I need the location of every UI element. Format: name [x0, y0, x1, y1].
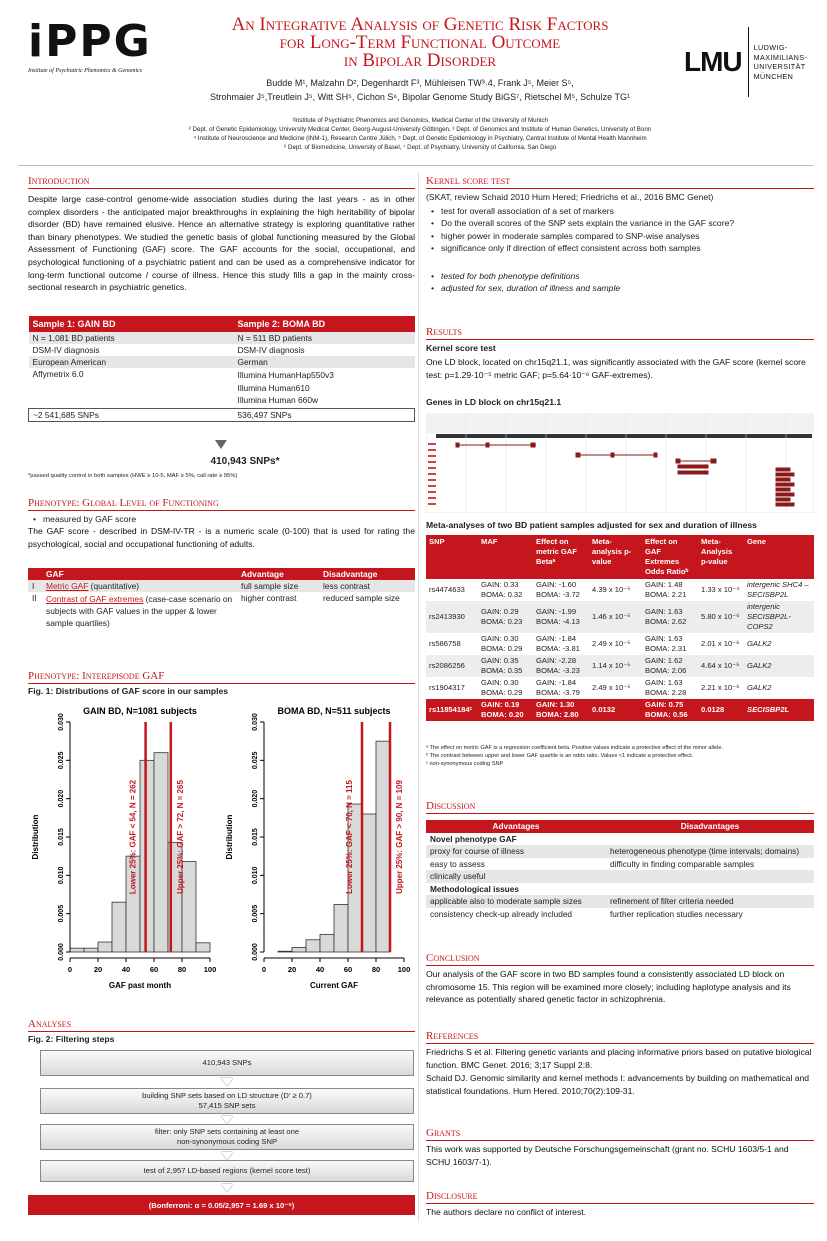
authors-line-2: Strohmaier J⁵,Treutlein J⁵, Witt SH⁵, Cichon S⁶, Bipolar Genome Study BiGS⁷, Rietschel M⁵, Schulze TG¹ — [209, 92, 631, 102]
ippg-logo-text: iPPG — [28, 16, 152, 67]
histogram-bar — [154, 753, 168, 952]
flow-arrow-icon — [221, 1184, 233, 1192]
lmu-logo — [684, 22, 808, 102]
meta-cell-beta-line: BOMA: -4.13 — [536, 617, 580, 626]
flow-arrow-icon — [221, 1078, 233, 1086]
meta-cell-or-line: GAIN: 1.63 — [645, 607, 683, 616]
meta-cell-beta-line: GAIN: -2.28 — [536, 656, 577, 665]
meta-cell-p1: 0.0132 — [592, 705, 616, 714]
title-line-3: in Bipolar Disorder — [343, 50, 497, 71]
quartile-annotation: Upper 25%: GAF > 72, N = 265 — [175, 780, 185, 894]
meta-cell-maf-line: BOMA: 0.29 — [481, 644, 523, 653]
histogram-bar — [112, 902, 126, 952]
y-tick-label: 0.030 — [58, 713, 65, 731]
meta-head-p2: Meta-Analysis p-value — [698, 535, 744, 579]
meta-cell-or-line: BOMA: 0.56 — [645, 710, 688, 719]
gaf-row-desc: (case-case scenario on subjects with GAF values in the upper & lower sample quartiles) — [46, 594, 233, 628]
bullet-item: • significance only if direction of effect consistent across both samples — [441, 242, 814, 254]
samples-footnote: *passed quality control in both samples (HWE ≥ 10-5, MAF ≥ 5%, call rate ≥ 95%) — [28, 473, 238, 479]
meta-note: ᶜ non-synonymous coding SNP — [426, 761, 504, 767]
gaf-head-adv: Advantage — [241, 569, 284, 579]
results-subtitle: Kernel score test — [426, 343, 496, 353]
meta-cell-gene: GALK2 — [747, 639, 772, 648]
quartile-annotation: Lower 25%: GAF < 70, N = 115 — [345, 780, 354, 894]
x-tick-label: 80 — [371, 965, 381, 974]
y-tick-label: 0.000 — [252, 943, 259, 961]
meta-cell-or-line: GAIN: 1.48 — [645, 580, 683, 589]
meta-cell-beta — [533, 699, 589, 721]
discussion-title: Discussion — [426, 800, 814, 814]
meta-cell-beta-line: BOMA: 2.80 — [536, 710, 579, 719]
affiliation-1: ¹Institute of Psychiatric Phenomics and Genomics, Medical Center of the University of Munich — [292, 117, 548, 124]
histogram-bar — [376, 741, 390, 952]
meta-cell-maf — [478, 699, 533, 721]
y-tick-label: 0.010 — [252, 866, 259, 885]
meta-cell-beta-line: GAIN: -1.99 — [536, 607, 577, 616]
meta-cell-maf-line: GAIN: 0.29 — [481, 607, 519, 616]
samples-cell: N = 1,081 BD patients — [32, 333, 115, 343]
meta-cell-maf — [478, 655, 533, 677]
x-tick-label: 0 — [261, 965, 267, 974]
y-tick-label: 0.015 — [58, 828, 65, 846]
grants-title: Grants — [426, 1127, 814, 1141]
kernel-bullets — [428, 205, 814, 255]
meta-cell-p2: 4.64 x 10⁻⁶ — [701, 661, 740, 670]
bullet-item: • measured by GAF score — [43, 513, 415, 525]
x-tick-label: 20 — [287, 965, 297, 974]
fig1-caption: Fig. 1: Distributions of GAF score in our samples — [28, 686, 229, 696]
affiliation-4: ⁶ Dept. of Biomedicine, University of Basel, ⁷ Dept. of Psychiatry, University of California, San Diego — [283, 144, 557, 151]
histogram-bar — [70, 948, 84, 952]
histogram-bar — [362, 814, 376, 952]
disc-head-dis: Disadvantages — [680, 821, 740, 831]
disc-group-2: Methodological issues — [430, 883, 519, 894]
poster-title — [170, 16, 670, 70]
flow-arrow-icon — [221, 1116, 233, 1124]
gaf-row-num: II — [32, 593, 37, 603]
analyses-title: Analyses — [28, 1018, 415, 1032]
meta-cell-p1: 4.39 x 10⁻⁵ — [592, 585, 631, 594]
kernel-title: Kernel score test — [426, 175, 814, 189]
x-tick-label: 0 — [67, 965, 73, 974]
meta-cell-beta-line: GAIN: -1.60 — [536, 580, 577, 589]
meta-cell-or-line: BOMA: 2.06 — [645, 666, 687, 675]
disc-dis: heterogeneous phenotype (time intervals; domains) — [610, 846, 800, 856]
meta-table — [426, 535, 814, 721]
quartile-annotation: Upper 25%: GAF > 90, N = 109 — [395, 780, 404, 894]
bullet-item: • Do the overall scores of the SNP sets explain the variance in the GAF score? — [441, 217, 814, 229]
references-title: References — [426, 1030, 814, 1044]
samples-cell: ~2 541,685 SNPs — [33, 409, 99, 420]
histogram-bar — [98, 942, 112, 952]
meta-note: ᵇ The contrast between upper and lower GAF quartile is an odds ratio. Values <1 indicate a protective effect. — [426, 753, 694, 759]
meta-cell-or-line: BOMA: 2.21 — [645, 590, 687, 599]
flow-arrow-icon — [221, 1152, 233, 1160]
lmu-line-2: MAXIMILIANS- — [753, 52, 808, 62]
y-axis-label: Distribution — [225, 814, 234, 860]
chart-title: GAIN BD, N=1081 subjects — [83, 706, 197, 716]
meta-notes — [426, 744, 814, 768]
meta-cell-beta — [533, 677, 589, 699]
gaf-head-gaf: GAF — [46, 569, 64, 579]
meta-cell-maf — [478, 601, 533, 633]
reference-2: Schaid DJ. Genomic similarity and kernel methods I: advancements by building on mathematical and statistical foundations. Hum Hered. 2010;70(2):109-31. — [426, 1073, 810, 1096]
meta-cell-maf-line: GAIN: 0.35 — [481, 656, 519, 665]
gaf-row-name — [42, 592, 237, 630]
meta-cell-gene: SECISBP2L — [747, 705, 790, 714]
disc-group-1: Novel phenotype GAF — [430, 833, 517, 844]
y-tick-label: 0.030 — [252, 713, 259, 731]
meta-cell-snp: rs586758 — [429, 639, 461, 648]
meta-cell-snp: rs2413930 — [429, 612, 465, 621]
meta-cell-or-line: BOMA: 2.62 — [645, 617, 687, 626]
meta-cell-maf-line: GAIN: 0.33 — [481, 580, 519, 589]
samples-head-1: Sample 1: GAIN BD — [32, 319, 116, 329]
meta-cell-maf-line: GAIN: 0.30 — [481, 678, 519, 687]
meta-cell-maf-line: BOMA: 0.29 — [481, 688, 523, 697]
meta-cell-gene: intergenic SHC4 – SECISBP2L — [747, 580, 809, 599]
meta-row — [426, 633, 814, 655]
x-tick-label: 60 — [149, 965, 159, 974]
disc-dis — [606, 870, 814, 883]
intro-title: Introduction — [28, 175, 415, 189]
genes-caption: Genes in LD block on chr15q21.1 — [426, 397, 562, 407]
meta-note: ᵃ The effect on metric GAF is a regression coefficient beta. Positive values indicate a protective effect of the minor allele. — [426, 745, 724, 751]
meta-cell-maf-line: BOMA: 0.35 — [481, 666, 523, 675]
snp-arrow-icon — [215, 440, 227, 449]
y-tick-label: 0.005 — [58, 904, 65, 923]
meta-cell-or — [642, 601, 698, 633]
y-tick-label: 0.010 — [58, 866, 65, 885]
fig2-caption: Fig. 2: Filtering steps — [28, 1034, 115, 1044]
intro-text: Despite large case-control genome-wide association studies during the last years - as in other complex disorders - the anticipated major breakthroughs in explaining the high heritability of bipolar disorder (BD) have remained elusive. Hence an alternative strategy is exploring quantitative rather than binary phenotypes. We studied the genetic basis of global functioning measured by the Global Assessment of Functioning (GAF) score. The GAF accounts for the social, occupational, and psychological functioning of a psychiatric patient and can be used as a comprehensive indicator for long-term functional outcome / course of illness. Hence this study fills a gap in the mainly cross-sectional research in psychiatric genetics. — [28, 194, 415, 293]
meta-cell-maf-line: GAIN: 0.19 — [481, 700, 520, 709]
results-title: Results — [426, 326, 814, 340]
meta-cell-p2: 5.80 x 10⁻⁶ — [701, 612, 740, 621]
snp-total: 410,943 SNPs* — [210, 456, 280, 467]
disc-dis: further replication studies necessary — [610, 908, 743, 919]
authors — [150, 76, 690, 104]
meta-cell-or-line: BOMA: 2.28 — [645, 688, 687, 697]
header-divider — [18, 165, 813, 166]
gaf-row-desc: (quantitative) — [88, 581, 140, 591]
disc-adv: clinically useful — [430, 871, 486, 881]
title-line-1: An Integrative Analysis of Genetic Risk Factors — [231, 14, 609, 35]
x-tick-label: 20 — [93, 965, 103, 974]
histogram-bar — [84, 948, 98, 952]
pheno-global-title: Phenotype: Global Level of Functioning — [28, 497, 415, 511]
y-tick-label: 0.015 — [252, 828, 259, 846]
histogram-bar — [320, 934, 334, 952]
meta-cell-p1: 1.14 x 10⁻⁵ — [592, 661, 631, 670]
kernel-ref: (SKAT, review Schaid 2010 Hum Hered; Friedrichs et al., 2016 BMC Genet) — [426, 192, 714, 202]
authors-line-1: Budde M¹, Malzahn D², Degenhardt F³, Mühleisen TW³˒4, Frank J⁵, Meier S⁵, — [266, 78, 574, 88]
disc-adv: easy to assess — [430, 858, 485, 869]
meta-cell-or-line: GAIN: 1.62 — [645, 656, 683, 665]
meta-cell-snp: rs1904317 — [429, 683, 465, 692]
lmu-logo-lines — [754, 43, 808, 81]
grants-text: This work was supported by Deutsche Forschungsgemeinschaft (grant no. SCHU 1603/5-1 and SCHU 1603/7-1). — [426, 1144, 789, 1167]
y-tick-label: 0.020 — [252, 789, 259, 808]
meta-row — [426, 699, 814, 721]
x-tick-label: 80 — [177, 965, 187, 974]
y-tick-label: 0.005 — [252, 904, 259, 923]
meta-head-beta: Effect on metric GAF Betaᵃ — [533, 535, 589, 579]
flow-step-3 — [40, 1124, 414, 1150]
meta-cell-beta-line: BOMA: -3.72 — [536, 590, 580, 599]
meta-cell-maf — [478, 677, 533, 699]
disc-adv: proxy for course of illness — [430, 846, 525, 856]
meta-cell-beta-line: BOMA: -3.79 — [536, 688, 580, 697]
meta-head-p1: Meta-analysis p-value — [589, 535, 642, 579]
bullet-item: • higher power in moderate samples compared to SNP-wise analyses — [441, 230, 814, 242]
affiliations — [140, 116, 700, 152]
meta-cell-snp: rs4474633 — [429, 585, 465, 594]
gaf-row-name-label: Contrast of GAF extremes — [46, 594, 144, 604]
bullet-item: • tested for both phenotype definitions — [441, 270, 814, 282]
results-text: One LD block, located on chr15q21.1, was significantly associated with the GAF score (kernel score test: p=1.29·10⁻⁵ metric GAF; p=5.64·10⁻⁶ GAF-extremes). — [426, 357, 806, 380]
samples-cell: European American — [32, 357, 107, 367]
samples-table — [28, 316, 415, 422]
column-divider — [418, 172, 419, 1222]
meta-cell-p2: 2.01 x 10⁻⁶ — [701, 639, 740, 648]
bullet-item: • adjusted for sex, duration of illness and sample — [441, 282, 814, 294]
meta-cell-gene: GALK2 — [747, 683, 772, 692]
meta-cell-or-line: GAIN: 0.75 — [645, 700, 684, 709]
y-tick-label: 0.000 — [58, 943, 65, 961]
samples-cell: DSM-IV diagnosis — [32, 345, 100, 355]
gaf-table — [28, 568, 415, 630]
meta-cell-or — [642, 579, 698, 601]
histogram-bar — [292, 947, 306, 952]
disc-adv: consistency check-up already included — [430, 908, 573, 919]
pheno-global-bullets — [30, 513, 415, 525]
meta-cell-or — [642, 655, 698, 677]
meta-caption: Meta-analyses of two BD patient samples adjusted for sex and duration of illness — [426, 520, 757, 530]
meta-head-gene: Gene — [744, 535, 814, 579]
y-tick-label: 0.025 — [58, 751, 65, 770]
chart-title: BOMA BD, N=511 subjects — [277, 706, 391, 716]
meta-cell-snp: rs2086256 — [429, 661, 465, 670]
samples-cell: German — [237, 357, 268, 367]
flow-step-3-text: filter: only SNP sets containing at least one non-synonymous coding SNP — [154, 1127, 300, 1146]
meta-cell-p1: 1.46 x 10⁻⁵ — [592, 612, 631, 621]
ippg-logo — [28, 16, 152, 98]
flow-step-2-text: building SNP sets based on LD structure (D' ≥ 0.7) 57,415 SNP sets — [142, 1091, 312, 1110]
lmu-line-3: UNIVERSITÄT — [753, 62, 806, 71]
meta-cell-beta-line: GAIN: 1.30 — [536, 700, 575, 709]
disc-dis: difficulty in finding comparable samples — [610, 858, 755, 869]
boma-histogram — [222, 700, 422, 1000]
meta-cell-or — [642, 677, 698, 699]
meta-head-maf: MAF — [478, 535, 533, 579]
meta-row — [426, 601, 814, 633]
meta-cell-p1: 2.49 x 10⁻⁵ — [592, 683, 631, 692]
meta-cell-beta-line: GAIN: -1.84 — [536, 634, 577, 643]
meta-cell-gene: intergenic SECISBP2L-COPS2 — [747, 602, 791, 631]
meta-cell-or-line: GAIN: 1.63 — [645, 634, 683, 643]
meta-cell-maf-line: GAIN: 0.30 — [481, 634, 519, 643]
gaf-head-dis: Disadvantage — [323, 569, 378, 579]
histogram-bar — [306, 940, 320, 952]
lmu-line-1: LUDWIG- — [753, 43, 788, 52]
histogram-bar — [278, 951, 292, 952]
disc-adv: applicable also to moderate sample sizes — [430, 896, 582, 906]
disclosure-title: Disclosure — [426, 1190, 814, 1204]
meta-cell-or — [642, 633, 698, 655]
x-tick-label: 60 — [343, 965, 353, 974]
samples-cell: DSM-IV diagnosis — [237, 345, 305, 355]
meta-cell-beta — [533, 633, 589, 655]
meta-cell-maf-line: BOMA: 0.32 — [481, 590, 523, 599]
histogram-bar — [196, 943, 210, 952]
y-axis-label: Distribution — [31, 814, 40, 860]
meta-cell-maf-line: BOMA: 0.23 — [481, 617, 523, 626]
x-tick-label: 40 — [315, 965, 325, 974]
meta-cell-p1: 2.49 x 10⁻⁵ — [592, 639, 631, 648]
meta-cell-beta — [533, 579, 589, 601]
flow-final — [28, 1195, 415, 1215]
conclusion-title: Conclusion — [426, 952, 814, 966]
affiliation-3: ⁴ Institute of Neuroscience and Medicine (INM-1), Research Centre Jülich, ⁵ Dept. of Genetic Epidemiology in Psychiatry, Central Institute of Mental Health Mannheim — [193, 135, 647, 142]
pheno-global-text: The GAF score - described in DSM-IV-TR - is a numeric scale (0-100) that is used for rating the psychological, social and occupational functioning of adults. — [28, 526, 415, 549]
meta-cell-p2: 1.33 x 10⁻⁴ — [701, 585, 740, 594]
meta-cell-beta-line: BOMA: -3.81 — [536, 644, 580, 653]
x-tick-label: 100 — [397, 965, 411, 974]
flow-final-text: (Bonferroni: α = 0.05/2,957 = 1.69 x 10⁻⁵) — [148, 1200, 295, 1210]
meta-head-snp: SNP — [426, 535, 478, 579]
meta-cell-gene: GALK2 — [747, 661, 772, 670]
meta-row — [426, 579, 814, 601]
y-tick-label: 0.025 — [252, 751, 259, 770]
meta-cell-beta-line: GAIN: -1.84 — [536, 678, 577, 687]
disclosure-text: The authors declare no conflict of interest. — [426, 1207, 587, 1217]
kernel-bullets-italic — [428, 270, 814, 295]
samples-cell: Illumina HumanHap550v3 Illumina Human610 Illumina Human 660w — [237, 370, 334, 405]
meta-cell-beta — [533, 655, 589, 677]
histogram-bar — [334, 904, 348, 952]
meta-cell-maf — [478, 579, 533, 601]
meta-cell-snp: rs11854184ᶜ — [429, 705, 473, 714]
gaf-row-dis: reduced sample size — [323, 593, 400, 603]
samples-head-2: Sample 2: BOMA BD — [237, 319, 326, 329]
discussion-table — [426, 820, 814, 920]
samples-cell: N = 511 BD patients — [237, 333, 313, 343]
bullet-item: • test for overall association of a set of markers — [441, 205, 814, 217]
disc-head-adv: Advantages — [492, 821, 540, 831]
meta-cell-or-line: BOMA: 2.31 — [645, 644, 687, 653]
gaf-row-name-label: Metric GAF — [46, 581, 89, 591]
meta-cell-p2: 0.0128 — [701, 705, 725, 714]
x-tick-label: 100 — [203, 965, 217, 974]
gain-histogram — [28, 700, 228, 1000]
gaf-row-adv: higher contrast — [241, 593, 297, 603]
meta-cell-or-line: GAIN: 1.63 — [645, 678, 683, 687]
x-axis-label: Current GAF — [310, 981, 358, 990]
gaf-row-num: I — [32, 581, 35, 591]
meta-row — [426, 677, 814, 699]
lmu-line-4: MÜNCHEN — [753, 71, 794, 81]
flow-step-1-text: 410,943 SNPs — [202, 1058, 252, 1067]
conclusion-text: Our analysis of the GAF score in two BD samples found a consistently associated LD block on chromosome 15. This region will be examined more closely; including haplotype analysis and its relevance as potentially shared genetic factor in schizophrenia. — [426, 969, 791, 1005]
histogram-bar — [140, 760, 154, 952]
pheno-inter-title: Phenotype: Interepisode GAF — [28, 670, 415, 684]
ippg-logo-subtitle: Institute of Psychiatric Phenomics & Genomics — [28, 68, 143, 74]
disc-dis: refinement of filter criteria needed — [610, 896, 734, 906]
meta-cell-maf-line: BOMA: 0.20 — [481, 710, 524, 719]
meta-cell-or — [642, 699, 698, 721]
flow-step-4 — [40, 1160, 414, 1182]
lmu-logo-mark: LMU — [684, 27, 749, 97]
y-tick-label: 0.020 — [58, 789, 65, 808]
flow-step-1 — [40, 1050, 414, 1076]
meta-cell-beta — [533, 601, 589, 633]
reference-1: Friedrichs S et al. Filtering genetic variants and placing informative priors based on putative biological function. BMC Genet. 2016; 3;17 Suppl 2:8. — [426, 1047, 812, 1070]
title-line-2: for Long-Term Functional Outcome — [279, 32, 561, 53]
meta-cell-beta-line: BOMA: -3.23 — [536, 666, 580, 675]
samples-cell: 536,497 SNPs — [237, 409, 292, 420]
meta-cell-maf — [478, 633, 533, 655]
affiliation-2: ² Dept. of Genetic Epidemiology, University Medical Center, Georg-August-University Göttingen, ³ Dept. of Genomics and Institute of Human Genetics, University of Bonn — [188, 126, 652, 133]
gene-browser-image — [426, 413, 814, 513]
samples-cell: Affymetrix 6.0 — [32, 369, 84, 379]
meta-head-or: Effect on GAF Extremes Odds Ratioᵇ — [642, 535, 698, 579]
flow-step-2 — [40, 1088, 414, 1114]
meta-row — [426, 655, 814, 677]
meta-cell-p2: 2.21 x 10⁻⁶ — [701, 683, 740, 692]
flow-step-4-text: test of 2,957 LD-based regions (kernel score test) — [143, 1166, 311, 1175]
x-axis-label: GAF past month — [108, 981, 172, 990]
x-tick-label: 40 — [121, 965, 131, 974]
gaf-head-num — [28, 568, 42, 580]
gaf-row-adv: full sample size — [241, 581, 299, 591]
gaf-row-name — [42, 580, 237, 592]
quartile-annotation: Lower 25%: GAF < 54, N = 262 — [128, 779, 138, 895]
gaf-row-dis: less contrast — [323, 581, 371, 591]
